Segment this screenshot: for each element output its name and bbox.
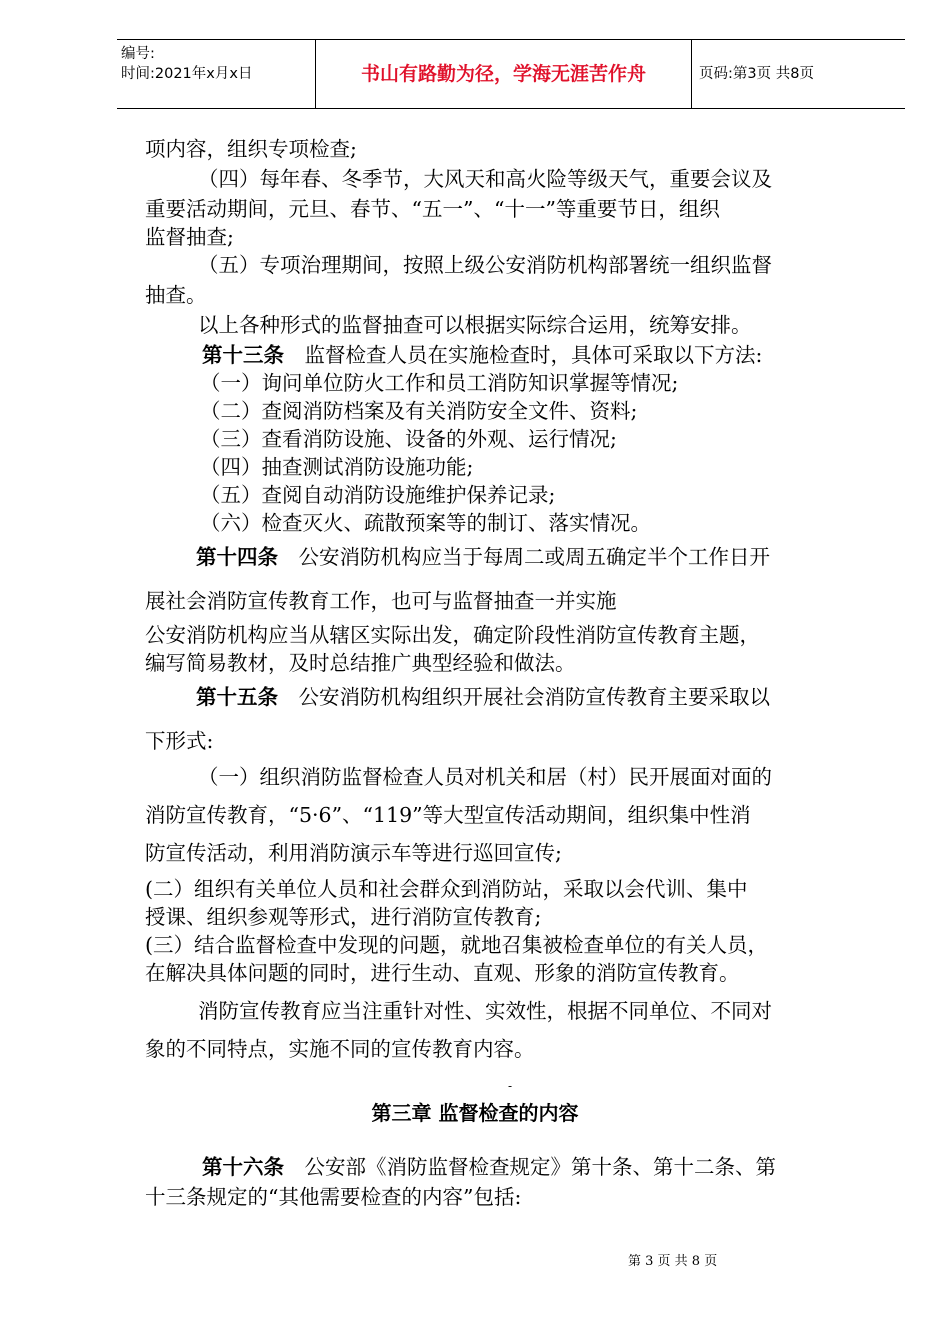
article-15-line — [196, 684, 770, 710]
chapter-heading: 第三章 监督检查的内容 — [371, 1101, 579, 1125]
text-line: 消防宣传教育应当注重针对性、实效性，根据不同单位、不同对 — [198, 999, 772, 1023]
text-line: （一）询问单位防火工作和员工消防知识掌握等情况; — [200, 371, 679, 395]
text-line: （五）查阅自动消防设施维护保养记录; — [200, 483, 556, 507]
text-line: 象的不同特点，实施不同的宣传教育内容。 — [145, 1037, 535, 1061]
article-16-line — [202, 1154, 776, 1180]
separator-mark: - — [508, 1079, 513, 1093]
text-line: 公安部《消防监督检查规定》第十条、第十二条、第 — [304, 1155, 776, 1179]
text-line: 展社会消防宣传教育工作，也可与监督抽查一并实施 — [145, 589, 617, 613]
article-14-label: 第十四条 — [196, 545, 278, 569]
text-line: 项内容，组织专项检查; — [145, 137, 357, 161]
page-footer: 第 3 页 共 8 页 — [628, 1254, 718, 1269]
article-14-line — [196, 544, 770, 570]
page-header — [117, 39, 905, 109]
header-motto: 书山有路勤为径，学海无涯苦作舟 — [315, 40, 692, 108]
text-line: 在解决具体问题的同时，进行生动、直观、形象的消防宣传教育。 — [145, 961, 740, 985]
text-line: 下形式: — [145, 729, 214, 753]
text-line: （二）查阅消防档案及有关消防安全文件、资料; — [200, 399, 638, 423]
text-line: （四）每年春、冬季节，大风天和高火险等级天气，重要会议及 — [198, 167, 772, 191]
header-info-cell — [117, 40, 315, 108]
text-line: （六）检查灭火、疏散预案等的制订、落实情况。 — [200, 511, 651, 535]
text-line: 监督抽查; — [145, 225, 234, 249]
text-line: （五）专项治理期间，按照上级公安消防机构部署统一组织监督 — [198, 253, 772, 277]
article-15-label: 第十五条 — [196, 685, 278, 709]
text-line: 监督检查人员在实施检查时，具体可采取以下方法: — [304, 343, 763, 367]
text-line: (三）结合监督检查中发现的问题，就地召集被检查单位的有关人员， — [145, 933, 768, 957]
time-label: 时间:2021年x月x日 — [121, 66, 253, 82]
text-line: 抽查。 — [145, 283, 207, 307]
article-13-line — [202, 342, 762, 368]
text-line: (二）组织有关单位人员和社会群众到消防站，采取以会代训、集中 — [145, 877, 748, 901]
text-line: 重要活动期间，元旦、春节、“五一”、“十一”等重要节日，组织 — [145, 197, 720, 221]
article-16-label: 第十六条 — [202, 1155, 284, 1179]
serial-label: 编号: — [121, 46, 155, 62]
text-line: 十三条规定的“其他需要检查的内容”包括: — [145, 1185, 522, 1209]
text-line: （三）查看消防设施、设备的外观、运行情况; — [200, 427, 617, 451]
text-line: 公安消防机构组织开展社会消防宣传教育主要采取以 — [298, 685, 770, 709]
text-line: 公安消防机构应当于每周二或周五确定半个工作日开 — [298, 545, 770, 569]
text-line: （四）抽查测试消防设施功能; — [200, 455, 474, 479]
text-line: （一）组织消防监督检查人员对机关和居（村）民开展面对面的 — [198, 765, 772, 789]
text-line: 公安消防机构应当从辖区实际出发，确定阶段性消防宣传教育主题， — [145, 623, 760, 647]
article-13-label: 第十三条 — [202, 343, 284, 367]
text-line: 编写简易教材，及时总结推广典型经验和做法。 — [145, 651, 576, 675]
text-line: 授课、组织参观等形式，进行消防宣传教育; — [145, 905, 542, 929]
text-line: 消防宣传教育，“5·6”、“119”等大型宣传活动期间，组织集中性消 — [145, 803, 751, 827]
text-line: 防宣传活动，利用消防演示车等进行巡回宣传; — [145, 841, 562, 865]
text-line: 以上各种形式的监督抽查可以根据实际综合运用，统筹安排。 — [198, 313, 752, 337]
header-page-number: 页码:第3页 共8页 — [699, 66, 814, 82]
